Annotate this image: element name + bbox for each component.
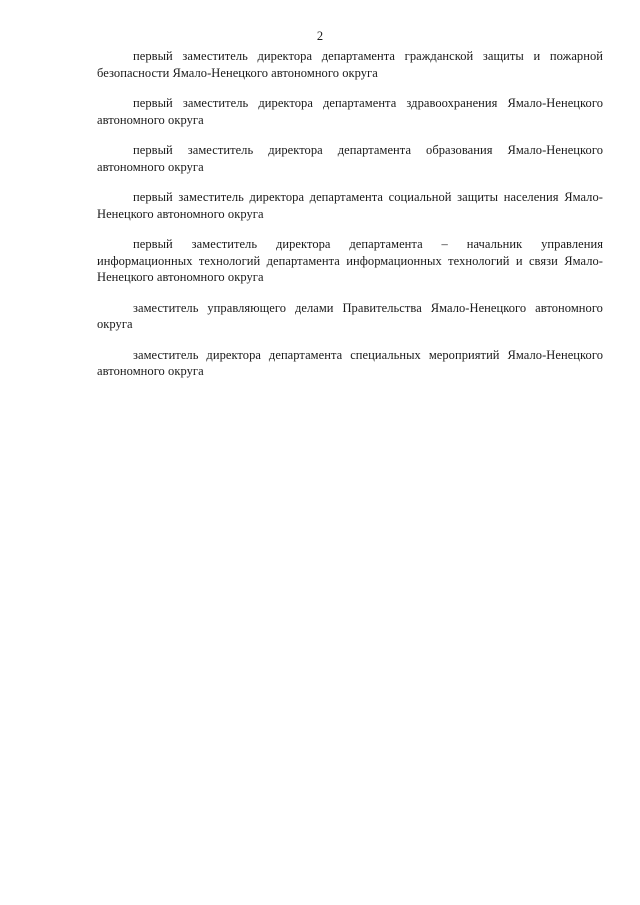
page-number: 2 (316, 29, 324, 43)
position-item: первый заместитель директора департамента гражданской защиты и пожарной безопасности Ямало-Ненецкого автономного округа (97, 49, 603, 80)
position-item: заместитель управляющего делами Правительства Ямало-Ненецкого автономного округа (97, 300, 603, 331)
position-item: первый заместитель директора департамента образования Ямало-Ненецкого автономного округа (97, 143, 603, 174)
position-list (97, 48, 603, 394)
position-item: заместитель директора департамента специальных мероприятий Ямало-Ненецкого автономного округа (97, 347, 603, 378)
position-item: первый заместитель директора департамента – начальник управления информационных технологий департамента информационных технологий и связи Ямало-Ненецкого автономного округа (97, 237, 603, 284)
position-item: первый заместитель директора департамента социальной защиты населения Ямало-Ненецкого автономного округа (97, 190, 603, 221)
position-item: первый заместитель директора департамента здравоохранения Ямало-Ненецкого автономного округа (97, 96, 603, 127)
